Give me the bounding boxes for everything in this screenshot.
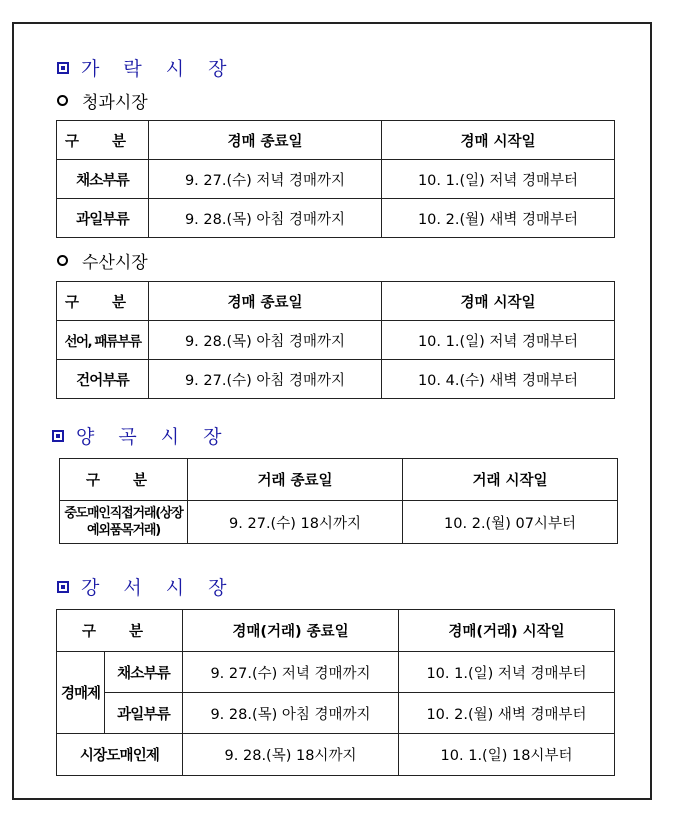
section-title-gangseo: 강 서 시 장 <box>57 573 236 600</box>
table-header-row <box>57 121 615 160</box>
header-end-date: 경매 종료일 <box>149 282 382 321</box>
cheonggwa-table <box>56 120 615 238</box>
section-title-garak: 가 락 시 장 <box>57 54 236 81</box>
header-start-date: 거래 시작일 <box>403 459 618 501</box>
table-row <box>57 693 615 734</box>
row-category: 과일부류 <box>57 199 149 238</box>
table-header-row <box>57 282 615 321</box>
header-end-date: 경매(거래) 종료일 <box>183 610 399 652</box>
row-end-date: 9. 28.(목) 아침 경매까지 <box>149 199 382 238</box>
row-start-date: 10. 1.(일) 저녁 경매부터 <box>399 652 615 693</box>
table-row <box>57 360 615 399</box>
header-category: 구 분 <box>57 121 149 160</box>
header-category: 구 분 <box>57 610 183 652</box>
yanggok-table <box>59 458 618 544</box>
susan-table <box>56 281 615 399</box>
row-end-date: 9. 28.(목) 아침 경매까지 <box>183 693 399 734</box>
row-category: 과일부류 <box>105 693 183 734</box>
row-start-date: 10. 2.(월) 새벽 경매부터 <box>382 199 615 238</box>
table-row <box>57 160 615 199</box>
row-start-date: 10. 1.(일) 저녁 경매부터 <box>382 160 615 199</box>
row-end-date: 9. 28.(목) 18시까지 <box>183 734 399 776</box>
circle-bullet-icon <box>57 95 68 106</box>
header-start-date: 경매 시작일 <box>382 121 615 160</box>
row-start-date: 10. 1.(일) 저녁 경매부터 <box>382 321 615 360</box>
header-end-date: 거래 종료일 <box>188 459 403 501</box>
square-bullet-icon <box>52 430 64 442</box>
header-start-date: 경매 시작일 <box>382 282 615 321</box>
subsection-title-cheonggwa: 청과시장 <box>57 88 148 113</box>
row-category: 채소부류 <box>57 160 149 199</box>
table-row <box>57 652 615 693</box>
group-label: 경매제 <box>57 652 105 734</box>
header-start-date: 경매(거래) 시작일 <box>399 610 615 652</box>
row-start-date: 10. 1.(일) 18시부터 <box>399 734 615 776</box>
row-category: 시장도매인제 <box>57 734 183 776</box>
row-end-date: 9. 27.(수) 저녁 경매까지 <box>183 652 399 693</box>
square-bullet-icon <box>57 581 69 593</box>
row-start-date: 10. 4.(수) 새벽 경매부터 <box>382 360 615 399</box>
subsection-title-susan: 수산시장 <box>57 248 148 273</box>
header-category: 구 분 <box>60 459 188 501</box>
row-start-date: 10. 2.(월) 07시부터 <box>403 501 618 544</box>
row-end-date: 9. 28.(목) 아침 경매까지 <box>149 321 382 360</box>
row-end-date: 9. 27.(수) 18시까지 <box>188 501 403 544</box>
table-row <box>57 321 615 360</box>
header-end-date: 경매 종료일 <box>149 121 382 160</box>
section-title-yanggok: 양 곡 시 장 <box>52 422 231 449</box>
row-category: 선어, 패류부류 <box>57 321 149 360</box>
row-end-date: 9. 27.(수) 저녁 경매까지 <box>149 160 382 199</box>
row-category: 중도매인직접거래(상장예외품목거래) <box>60 501 188 544</box>
table-row <box>57 199 615 238</box>
table-header-row <box>57 610 615 652</box>
gangseo-table <box>56 609 615 776</box>
row-end-date: 9. 27.(수) 아침 경매까지 <box>149 360 382 399</box>
row-start-date: 10. 2.(월) 새벽 경매부터 <box>399 693 615 734</box>
row-category: 건어부류 <box>57 360 149 399</box>
header-category: 구 분 <box>57 282 149 321</box>
circle-bullet-icon <box>57 255 68 266</box>
table-row <box>57 734 615 776</box>
table-header-row <box>60 459 618 501</box>
row-category: 채소부류 <box>105 652 183 693</box>
square-bullet-icon <box>57 62 69 74</box>
table-row <box>60 501 618 544</box>
